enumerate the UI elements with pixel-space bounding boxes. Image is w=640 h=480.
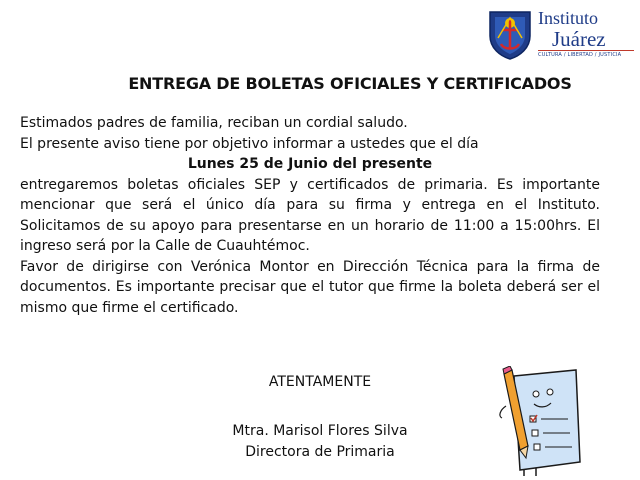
greeting-text: Estimados padres de familia, reciban un cordial saludo. <box>20 115 408 131</box>
page-title: ENTREGA DE BOLETAS OFICIALES Y CERTIFICADOS <box>128 74 572 93</box>
signer-name: Mtra. Marisol Flores Silva <box>232 423 408 439</box>
logo-tagline: CULTURA / LIBERTAD / JUSTICIA <box>538 50 634 58</box>
checklist-pencil-illustration <box>484 366 584 476</box>
logo-name-line1: Instituto <box>538 8 599 28</box>
school-logo <box>486 8 634 60</box>
shield-icon <box>486 8 534 60</box>
paragraph-instructions: Favor de dirigirse con Verónica Montor en Dirección Técnica para la firma de documentos. Es importante precisar que el tutor que firme la boleta deberá ser el mismo que firme el certificado. <box>20 258 600 316</box>
notice-body <box>20 113 600 318</box>
event-date: Lunes 25 de Junio del presente <box>187 156 433 172</box>
logo-name-line2: Juárez <box>552 27 606 51</box>
intro-text: El presente aviso tiene por objetivo informar a ustedes que el día <box>20 135 479 152</box>
paragraph-details: entregaremos boletas oficiales SEP y certificados de primaria. Es importante mencionar que será el único día para su firma y entrega en el Instituto. Solicitamos de su apoyo para presentarse en un horario de 11:00 a 15:00hrs. El ingreso será por la Calle de Cuauhtémoc. <box>20 176 600 254</box>
closing-text: ATENTAMENTE <box>268 374 372 390</box>
signer-title: Directora de Primaria <box>245 444 395 460</box>
